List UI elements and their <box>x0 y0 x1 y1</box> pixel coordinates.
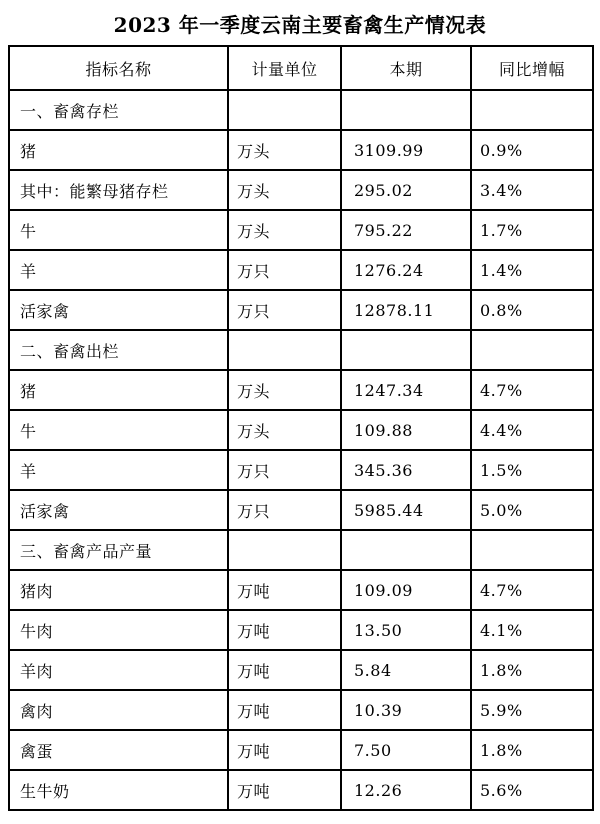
value-cell: 5985.44 <box>341 490 471 530</box>
indicator-cell: 其中：能繁母猪存栏 <box>9 170 228 210</box>
growth-cell: 5.9% <box>471 690 593 730</box>
page-title: 2023 年一季度云南主要畜禽生产情况表 <box>113 13 487 37</box>
growth-cell: 4.1% <box>471 610 593 650</box>
growth-cell: 1.8% <box>471 650 593 690</box>
indicator-cell: 禽肉 <box>9 690 228 730</box>
table-row <box>9 490 593 530</box>
unit-cell: 万头 <box>228 370 341 410</box>
section-row <box>9 330 593 370</box>
table-row <box>9 410 593 450</box>
value-cell: 109.09 <box>341 570 471 610</box>
value-cell: 12878.11 <box>341 290 471 330</box>
table-row <box>9 650 593 690</box>
indicator-cell: 二、畜禽出栏 <box>9 330 228 370</box>
table-row <box>9 290 593 330</box>
table-row <box>9 130 593 170</box>
value-cell: 109.88 <box>341 410 471 450</box>
unit-cell: 万头 <box>228 210 341 250</box>
indicator-cell: 羊 <box>9 250 228 290</box>
unit-cell <box>228 530 341 570</box>
indicator-cell: 活家禽 <box>9 290 228 330</box>
table-row <box>9 170 593 210</box>
unit-cell: 万吨 <box>228 650 341 690</box>
growth-cell: 1.4% <box>471 250 593 290</box>
column-header: 指标名称 <box>9 46 228 90</box>
growth-cell <box>471 90 593 130</box>
unit-cell: 万只 <box>228 450 341 490</box>
indicator-cell: 羊肉 <box>9 650 228 690</box>
indicator-cell: 三、畜禽产品产量 <box>9 530 228 570</box>
growth-cell: 1.8% <box>471 730 593 770</box>
livestock-production-table <box>8 45 594 811</box>
unit-cell <box>228 330 341 370</box>
value-cell: 10.39 <box>341 690 471 730</box>
growth-cell: 4.7% <box>471 570 593 610</box>
column-header: 计量单位 <box>228 46 341 90</box>
table-row <box>9 570 593 610</box>
growth-cell: 4.7% <box>471 370 593 410</box>
growth-cell: 0.8% <box>471 290 593 330</box>
unit-cell: 万只 <box>228 290 341 330</box>
indicator-cell: 一、畜禽存栏 <box>9 90 228 130</box>
unit-cell: 万吨 <box>228 570 341 610</box>
section-row <box>9 90 593 130</box>
value-cell <box>341 90 471 130</box>
unit-cell: 万吨 <box>228 610 341 650</box>
unit-cell <box>228 90 341 130</box>
growth-cell: 5.0% <box>471 490 593 530</box>
indicator-cell: 牛肉 <box>9 610 228 650</box>
column-header: 同比增幅 <box>471 46 593 90</box>
value-cell: 795.22 <box>341 210 471 250</box>
section-row <box>9 530 593 570</box>
indicator-cell: 牛 <box>9 210 228 250</box>
growth-cell: 1.7% <box>471 210 593 250</box>
table-body <box>9 90 593 810</box>
value-cell <box>341 330 471 370</box>
unit-cell: 万只 <box>228 490 341 530</box>
value-cell: 345.36 <box>341 450 471 490</box>
indicator-cell: 牛 <box>9 410 228 450</box>
unit-cell: 万头 <box>228 170 341 210</box>
growth-cell: 1.5% <box>471 450 593 490</box>
indicator-cell: 生牛奶 <box>9 770 228 810</box>
column-header: 本期 <box>341 46 471 90</box>
unit-cell: 万头 <box>228 130 341 170</box>
value-cell: 12.26 <box>341 770 471 810</box>
unit-cell: 万吨 <box>228 730 341 770</box>
value-cell: 295.02 <box>341 170 471 210</box>
growth-cell: 3.4% <box>471 170 593 210</box>
table-row <box>9 610 593 650</box>
indicator-cell: 禽蛋 <box>9 730 228 770</box>
unit-cell: 万头 <box>228 410 341 450</box>
growth-cell: 5.6% <box>471 770 593 810</box>
table-row <box>9 690 593 730</box>
value-cell: 1276.24 <box>341 250 471 290</box>
table-row <box>9 730 593 770</box>
value-cell: 13.50 <box>341 610 471 650</box>
value-cell: 7.50 <box>341 730 471 770</box>
table-row <box>9 770 593 810</box>
growth-cell <box>471 330 593 370</box>
header-row <box>9 46 593 90</box>
table-row <box>9 210 593 250</box>
table-row <box>9 370 593 410</box>
indicator-cell: 活家禽 <box>9 490 228 530</box>
indicator-cell: 猪 <box>9 130 228 170</box>
growth-cell: 4.4% <box>471 410 593 450</box>
indicator-cell: 猪 <box>9 370 228 410</box>
table-row <box>9 450 593 490</box>
value-cell <box>341 530 471 570</box>
unit-cell: 万吨 <box>228 770 341 810</box>
value-cell: 5.84 <box>341 650 471 690</box>
unit-cell: 万只 <box>228 250 341 290</box>
value-cell: 1247.34 <box>341 370 471 410</box>
indicator-cell: 猪肉 <box>9 570 228 610</box>
value-cell: 3109.99 <box>341 130 471 170</box>
indicator-cell: 羊 <box>9 450 228 490</box>
unit-cell: 万吨 <box>228 690 341 730</box>
growth-cell <box>471 530 593 570</box>
growth-cell: 0.9% <box>471 130 593 170</box>
table-row <box>9 250 593 290</box>
